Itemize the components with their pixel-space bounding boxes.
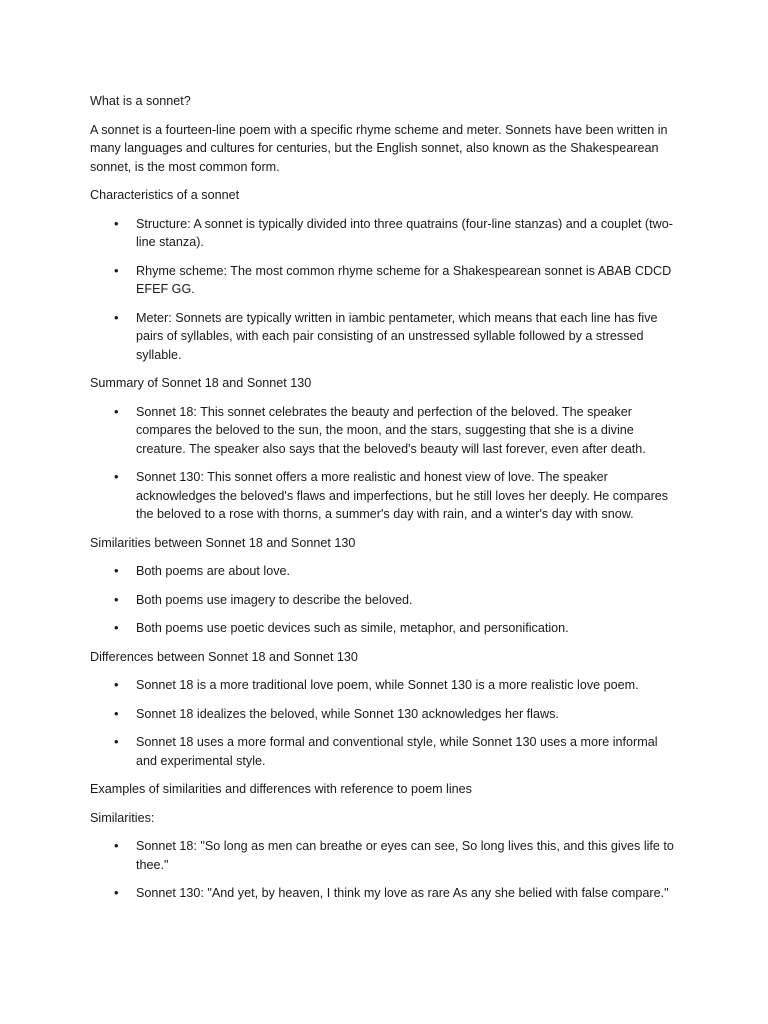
list-item-text: Rhyme scheme: The most common rhyme scheme for a Shakespearean sonnet is ABAB CDCD EFEF GG. — [136, 263, 672, 296]
doc-title: What is a sonnet? — [90, 94, 191, 108]
bullet-icon: • — [114, 885, 119, 900]
bullet-icon: • — [114, 705, 119, 721]
similarities-heading: Similarities between Sonnet 18 and Sonnet 130 — [90, 535, 356, 550]
list-item-text: Both poems are about love. — [136, 564, 291, 578]
list-item — [90, 837, 680, 874]
bullet-icon: • — [114, 677, 119, 692]
differences-list — [90, 676, 680, 770]
list-item-text: Sonnet 130: "And yet, by heaven, I think my love as rare As any she belied with false compare." — [136, 886, 669, 900]
list-item — [90, 403, 680, 459]
list-item — [90, 676, 680, 695]
characteristics-list — [90, 215, 680, 365]
list-item-text: Sonnet 18: "So long as men can breathe or eyes can see, So long lives this, and this gives life to thee." — [136, 839, 674, 872]
bullet-icon: • — [114, 262, 119, 278]
list-item-text: Both poems use imagery to describe the beloved. — [136, 592, 413, 607]
list-item — [90, 591, 680, 610]
bullet-icon: • — [114, 309, 119, 325]
bullet-icon: • — [114, 215, 119, 231]
examples-heading: Examples of similarities and differences with reference to poem lines — [90, 782, 472, 796]
list-item-text: Sonnet 130: This sonnet offers a more realistic and honest view of love. The speaker acknowledges the beloved's flaws and imperfections, but he still loves her deeply. He compares the beloved to a rose with thorns, a summer's day with rain, and a winter's day with snow. — [136, 470, 669, 521]
list-item — [90, 468, 680, 524]
list-item-text: Meter: Sonnets are typically written in iambic pentameter, which means that each line has five pairs of syllables, with each pair consisting of an unstressed syllable followed by a stressed syllable. — [136, 310, 658, 362]
bullet-icon: • — [114, 469, 119, 484]
examples-list — [90, 837, 680, 903]
list-item — [90, 619, 680, 638]
list-item — [90, 884, 680, 903]
bullet-icon: • — [114, 403, 119, 419]
bullet-icon: • — [114, 734, 119, 749]
list-item — [90, 705, 680, 724]
summary-list — [90, 403, 680, 524]
summary-heading: Summary of Sonnet 18 and Sonnet 130 — [90, 376, 312, 390]
examples-subheading: Similarities: — [90, 810, 155, 825]
bullet-icon: • — [114, 563, 119, 578]
similarities-list — [90, 562, 680, 638]
list-item — [90, 309, 680, 365]
document-page — [90, 92, 680, 913]
list-item — [90, 562, 680, 581]
list-item — [90, 262, 680, 299]
characteristics-heading: Characteristics of a sonnet — [90, 188, 240, 202]
bullet-icon: • — [114, 620, 119, 635]
list-item-text: Sonnet 18: This sonnet celebrates the beauty and perfection of the beloved. The speaker compares the beloved to the sun, the moon, and the stars, suggesting that she is a divine creature. The speaker also says that the beloved's beauty will last forever, even after death. — [136, 404, 646, 456]
list-item-text: Sonnet 18 idealizes the beloved, while Sonnet 130 acknowledges her flaws. — [136, 706, 559, 721]
intro-paragraph: A sonnet is a fourteen-line poem with a specific rhyme scheme and meter. Sonnets have been written in many languages and cultures for centuries, but the English sonnet, also known as the Shakespearean sonnet, is the most common form. — [90, 122, 668, 174]
list-item — [90, 733, 680, 770]
list-item-text: Both poems use poetic devices such as simile, metaphor, and personification. — [136, 621, 569, 635]
list-item — [90, 215, 680, 252]
bullet-icon: • — [114, 838, 119, 853]
bullet-icon: • — [114, 591, 119, 607]
list-item-text: Sonnet 18 uses a more formal and conventional style, while Sonnet 130 uses a more informal and experimental style. — [136, 735, 658, 768]
list-item-text: Sonnet 18 is a more traditional love poem, while Sonnet 130 is a more realistic love poem. — [136, 678, 639, 692]
list-item-text: Structure: A sonnet is typically divided into three quatrains (four-line stanzas) and a couplet (two-line stanza). — [136, 216, 673, 249]
differences-heading: Differences between Sonnet 18 and Sonnet 130 — [90, 649, 358, 664]
